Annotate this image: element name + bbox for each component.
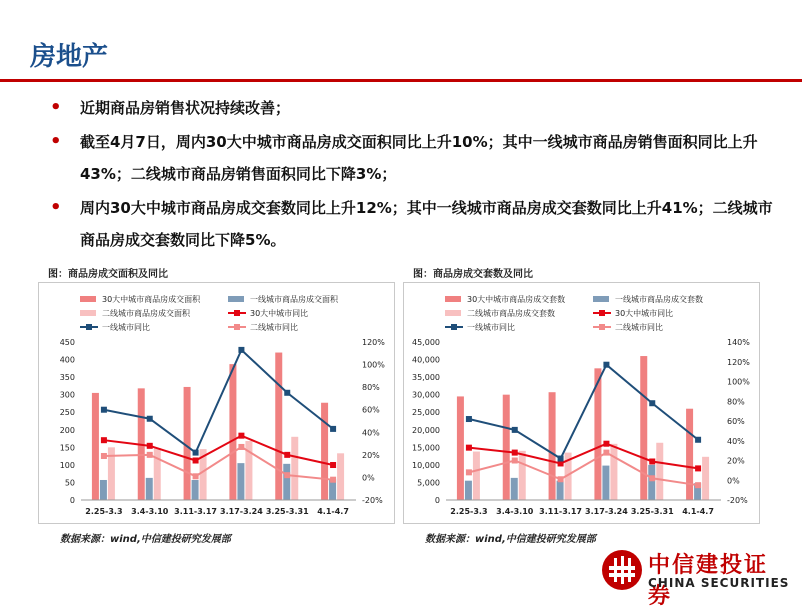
legend-label: 一线城市同比 <box>102 323 150 332</box>
bullet-dot-icon: • <box>50 131 62 152</box>
legend-marker <box>86 324 92 330</box>
y-tick-label: 0 <box>69 496 75 505</box>
bar <box>557 481 564 500</box>
y-tick-label: 35,000 <box>412 373 440 383</box>
y-tick-label: 10,000 <box>412 460 440 470</box>
chart-area <box>38 282 394 523</box>
legend-marker <box>234 310 240 316</box>
legend-label: 一线城市商品房成交套数 <box>615 295 703 304</box>
logo-text-en: CHINA SECURITIES <box>648 576 790 590</box>
bar <box>457 396 464 500</box>
x-tick-label: 2.25-3.3 <box>85 507 123 516</box>
bullet-list <box>42 92 777 258</box>
chart-caption-area: 图：商品房成交面积及同比 <box>48 269 168 280</box>
line-point <box>284 452 290 458</box>
bar <box>275 353 282 500</box>
line-point <box>284 390 290 396</box>
legend-label: 30大中城市同比 <box>250 309 309 318</box>
line-point <box>101 453 107 459</box>
line-point <box>512 458 518 464</box>
line-point <box>603 450 609 456</box>
legend-label: 二线城市商品房成交套数 <box>467 309 555 318</box>
bullet-text: 近期商品房销售状况持续改善； <box>80 99 291 117</box>
legend-label: 二线城市同比 <box>615 323 663 332</box>
bar <box>192 480 199 500</box>
y2-tick-label: 100% <box>362 360 385 370</box>
line-point <box>284 472 290 478</box>
x-tick-label: 3.25-3.31 <box>630 507 674 516</box>
x-tick-label: 3.4-3.10 <box>131 507 169 516</box>
y2-tick-label: -20% <box>362 496 383 505</box>
line-point <box>649 400 655 406</box>
chart-count <box>403 282 759 523</box>
y2-tick-label: 120% <box>362 338 385 347</box>
bar <box>465 481 472 500</box>
bar <box>610 444 617 500</box>
y-tick-label: 0 <box>434 496 440 505</box>
y-tick-label: 20,000 <box>412 425 440 435</box>
x-tick-label: 3.17-3.24 <box>585 507 628 516</box>
y2-tick-label: 60% <box>727 417 745 426</box>
line-point <box>101 437 107 443</box>
bullet-dot-icon: • <box>50 197 62 218</box>
logo-text-cn: 中信建投证券 <box>648 553 769 609</box>
y-tick-label: 450 <box>59 338 75 347</box>
line-point <box>695 437 701 443</box>
bar <box>602 466 609 500</box>
legend-marker <box>234 324 240 330</box>
bar <box>511 478 518 500</box>
legend-swatch <box>228 296 244 302</box>
line-point <box>238 347 244 353</box>
line-point <box>649 475 655 481</box>
legend-marker <box>451 324 457 330</box>
line-point <box>603 441 609 447</box>
legend-label: 30大中城市商品房成交面积 <box>102 295 201 304</box>
line-point <box>238 433 244 439</box>
line-point <box>193 458 199 464</box>
x-tick-label: 3.25-3.31 <box>265 507 309 516</box>
y-tick-label: 50 <box>64 478 75 488</box>
line-point <box>147 443 153 449</box>
line-point <box>330 426 336 432</box>
bar <box>291 437 298 500</box>
y-tick-label: 300 <box>59 390 75 400</box>
line-point <box>330 462 336 468</box>
bar <box>337 453 344 500</box>
line-point <box>512 450 518 456</box>
legend-marker <box>599 310 605 316</box>
y-tick-label: 40,000 <box>412 355 440 365</box>
legend-label: 一线城市商品房成交面积 <box>250 295 338 304</box>
legend-swatch <box>593 296 609 302</box>
y-tick-label: 30,000 <box>412 390 440 400</box>
line-point <box>512 427 518 433</box>
x-tick-label: 3.17-3.24 <box>220 507 263 516</box>
bar <box>519 451 526 500</box>
bullet-item <box>42 192 777 256</box>
bar <box>100 480 107 500</box>
bar <box>237 463 244 500</box>
y2-tick-label: 60% <box>362 405 380 415</box>
y2-tick-label: 100% <box>727 377 750 387</box>
y2-tick-label: 140% <box>727 338 750 347</box>
y-tick-label: 100 <box>59 460 75 470</box>
y2-tick-label: 0% <box>362 473 375 483</box>
line-point <box>558 476 564 482</box>
bar <box>648 465 655 500</box>
bar <box>92 393 99 500</box>
y2-tick-label: 0% <box>727 476 740 486</box>
line-point <box>147 416 153 422</box>
chart-source-area: 数据来源：wind,中信建投研究发展部 <box>60 534 231 545</box>
line-point <box>193 473 199 479</box>
x-tick-label: 3.11-3.17 <box>539 507 582 516</box>
company-logo <box>600 548 790 609</box>
x-tick-label: 4.1-4.7 <box>682 507 714 516</box>
bullet-item <box>42 92 777 124</box>
y2-tick-label: 120% <box>727 357 750 367</box>
y2-tick-label: 20% <box>727 456 745 466</box>
legend-label: 二线城市商品房成交面积 <box>102 309 190 318</box>
line-point <box>603 362 609 368</box>
line-point <box>466 416 472 422</box>
bar <box>146 478 153 500</box>
y2-tick-label: 80% <box>727 397 745 407</box>
page-title: 房地产 <box>30 42 109 72</box>
bar <box>640 356 647 500</box>
y-tick-label: 15,000 <box>412 443 440 453</box>
legend-swatch <box>445 296 461 302</box>
legend-label: 30大中城市同比 <box>615 309 674 318</box>
bullet-text: 周内30大中城市商品房成交套数同比上升12%；其中一线城市商品房成交套数同比上升41%；二线城市商品房成交套数同比下降5%。 <box>80 199 773 249</box>
line-point <box>695 465 701 471</box>
line-point <box>466 445 472 451</box>
line-point <box>466 469 472 475</box>
bar <box>686 409 693 500</box>
x-tick-label: 3.4-3.10 <box>496 507 534 516</box>
legend-label: 一线城市同比 <box>467 323 515 332</box>
title-divider <box>0 79 802 82</box>
bullet-item <box>42 126 777 190</box>
logo-emblem-icon <box>600 548 644 592</box>
y-tick-label: 45,000 <box>412 338 440 347</box>
x-tick-label: 4.1-4.7 <box>317 507 349 516</box>
line-point <box>330 477 336 483</box>
x-tick-label: 3.11-3.17 <box>174 507 217 516</box>
y-tick-label: 250 <box>59 408 75 418</box>
legend-label: 二线城市同比 <box>250 323 298 332</box>
chart-caption-count: 图：商品房成交套数及同比 <box>413 269 533 280</box>
bullet-dot-icon: • <box>50 97 62 118</box>
y-tick-label: 200 <box>59 425 75 435</box>
line-point <box>695 482 701 488</box>
legend-swatch <box>80 310 96 316</box>
y2-tick-label: -20% <box>727 496 748 505</box>
y2-tick-label: 40% <box>362 428 380 438</box>
bar <box>503 395 510 500</box>
line-point <box>147 452 153 458</box>
y-tick-label: 350 <box>59 373 75 383</box>
bar <box>656 443 663 500</box>
legend-marker <box>599 324 605 330</box>
y-tick-label: 400 <box>59 355 75 365</box>
x-tick-label: 2.25-3.3 <box>450 507 488 516</box>
y-tick-label: 150 <box>59 443 75 453</box>
legend-label: 30大中城市商品房成交套数 <box>467 295 566 304</box>
y2-tick-label: 40% <box>727 436 745 446</box>
bar <box>229 364 236 500</box>
bar <box>473 452 480 500</box>
bar <box>549 392 556 500</box>
legend-swatch <box>445 310 461 316</box>
y-tick-label: 25,000 <box>412 408 440 418</box>
y2-tick-label: 20% <box>362 450 380 460</box>
line-point <box>649 458 655 464</box>
bar <box>154 448 161 500</box>
bar <box>321 403 328 500</box>
line-point <box>193 450 199 456</box>
line-point <box>101 407 107 413</box>
line-point <box>558 456 564 462</box>
chart-source-count: 数据来源：wind,中信建投研究发展部 <box>425 534 596 545</box>
y2-tick-label: 80% <box>362 383 380 393</box>
bar <box>283 464 290 500</box>
legend-swatch <box>80 296 96 302</box>
y-tick-label: 5,000 <box>417 478 440 488</box>
bullet-text: 截至4月7日，周内30大中城市商品房成交面积同比上升10%；其中一线城市商品房销售面积同比上升43%；二线城市商品房销售面积同比下降3%； <box>80 133 758 183</box>
bar <box>702 457 709 500</box>
line-point <box>238 444 244 450</box>
